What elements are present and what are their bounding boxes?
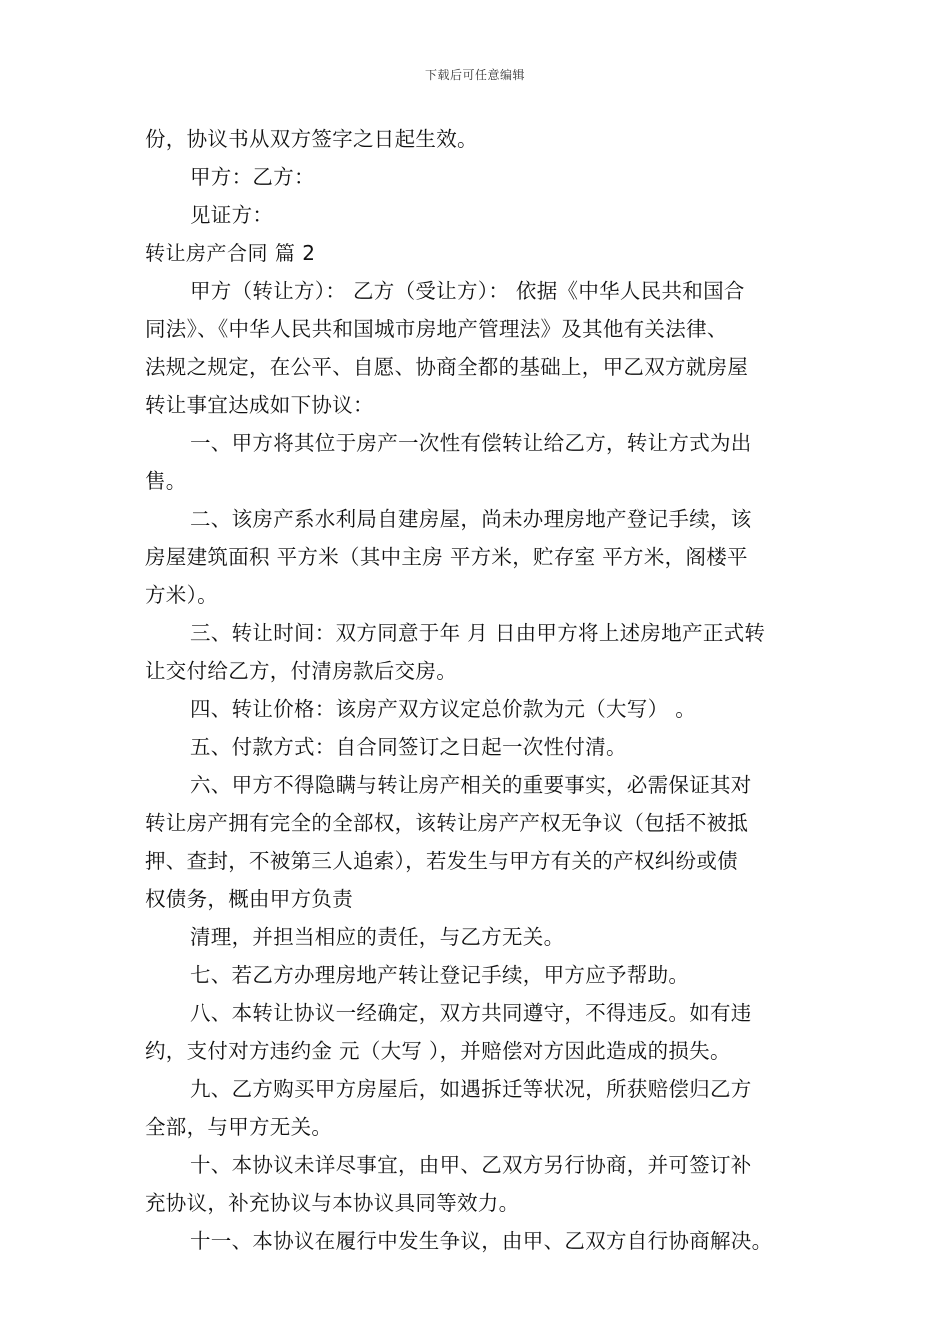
paragraph-line: 方米）。: [145, 583, 218, 607]
document-body: [145, 120, 845, 1260]
paragraph-line: 全部，与甲方无关。: [145, 1115, 333, 1139]
paragraph-line: 一、甲方将其位于房产一次性有偿转让给乙方，转让方式为出: [190, 431, 752, 455]
paragraph-line: 押、查封，不被第三人追索），若发生与甲方有关的产权纠纷或债: [145, 849, 738, 873]
paragraph-line: 权债务，概由甲方负责: [145, 887, 353, 911]
paragraph-line: 十、本协议未详尽事宜，由甲、乙双方另行协商，并可签订补: [190, 1153, 752, 1177]
paragraph-line: 让交付给乙方，付清房款后交房。: [145, 659, 457, 683]
paragraph-line: 份，协议书从双方签字之日起生效。: [145, 127, 478, 151]
paragraph-line: 房屋建筑面积 平方米（其中主房 平方米，贮存室 平方米，阁楼平: [145, 545, 748, 569]
paragraph-line: 转让事宜达成如下协议：: [145, 393, 374, 417]
paragraph-line: 清理，并担当相应的责任，与乙方无关。: [190, 925, 565, 949]
paragraph-line: 转让房产拥有完全的全部权，该转让房产产权无争议（包括不被抵: [145, 811, 749, 835]
paragraph-line: 甲方（转让方）： 乙方（受让方）： 依据《中华人民共和国合: [190, 279, 745, 303]
paragraph-line: 二、该房产系水利局自建房屋，尚未办理房地产登记手续，该: [190, 507, 752, 531]
paragraph-line: 六、甲方不得隐瞒与转让房产相关的重要事实，必需保证其对: [190, 773, 752, 797]
paragraph-line: 九、乙方购买甲方房屋后，如遇拆迁等状况，所获赔偿归乙方: [190, 1077, 752, 1101]
paragraph-line: 同法》、《中华人民共和国城市房地产管理法》及其他有关法律、: [145, 317, 728, 341]
paragraph-line: 甲方：乙方：: [190, 165, 315, 189]
page-header: 下载后可任意编辑: [424, 68, 525, 82]
paragraph-line: 四、转让价格：该房产双方议定总价款为元（大写） 。: [190, 697, 697, 721]
paragraph-line: 约，支付对方违约金 元（大写 ），并赔偿对方因此造成的损失。: [145, 1039, 731, 1063]
section-heading: 转让房产合同 篇 2: [145, 241, 316, 265]
paragraph-line: 三、转让时间：双方同意于年 月 日由甲方将上述房地产正式转: [190, 621, 766, 645]
paragraph-line: 十一、本协议在履行中发生争议，由甲、乙双方自行协商解决。: [190, 1229, 773, 1253]
paragraph-line: 售。: [145, 469, 187, 493]
paragraph-line: 五、付款方式：自合同签订之日起一次性付清。: [190, 735, 627, 759]
paragraph-line: 法规之规定，在公平、自愿、协商全都的基础上，甲乙双方就房屋: [145, 355, 749, 379]
paragraph-line: 八、本转让协议一经确定，双方共同遵守，不得违反。如有违: [190, 1001, 752, 1025]
paragraph-line: 见证方：: [190, 203, 274, 227]
paragraph-line: 七、若乙方办理房地产转让登记手续，甲方应予帮助。: [190, 963, 690, 987]
paragraph-line: 充协议，补充协议与本协议具同等效力。: [145, 1191, 520, 1215]
